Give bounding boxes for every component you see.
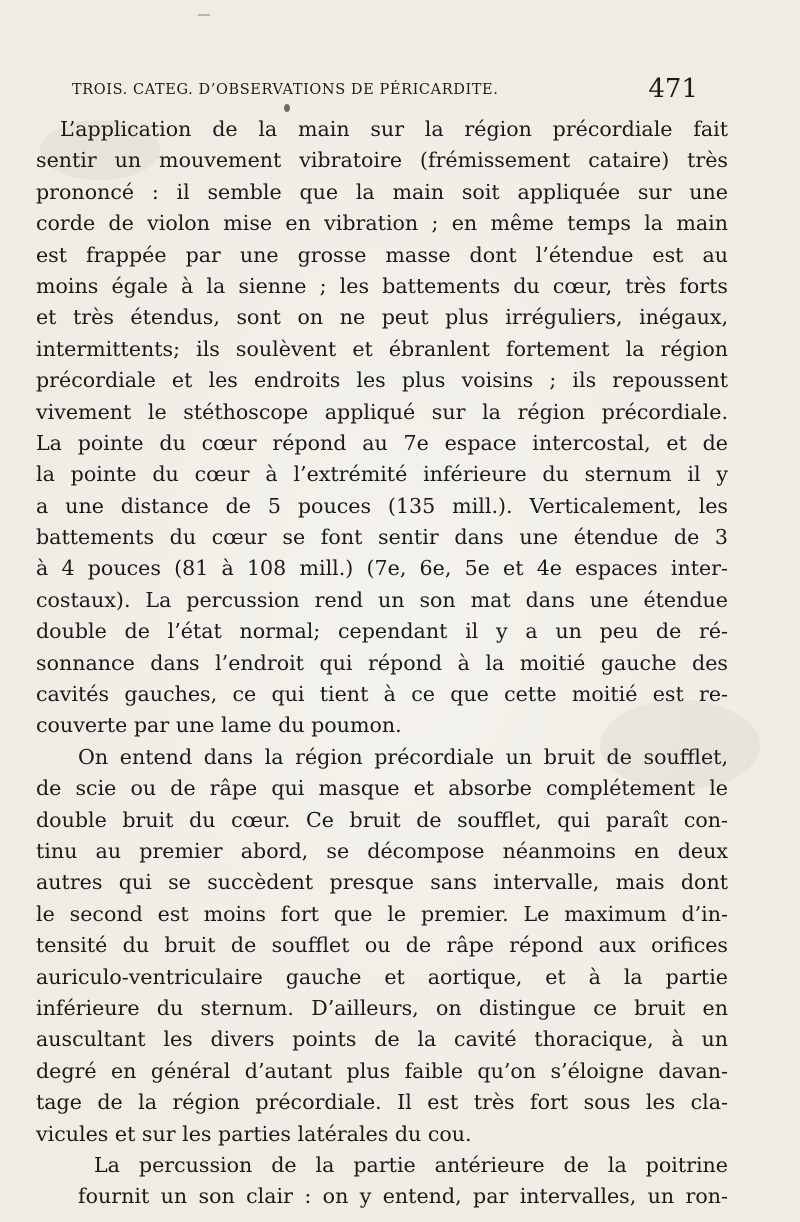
text-line: cavités gauches, ce qui tient à ce que cette moitié est re- — [36, 682, 728, 707]
text-line: sentir un mouvement vibratoire (frémissement cataire) très — [36, 148, 728, 173]
page-number: 471 — [648, 74, 698, 104]
text-line: est frappée par une grosse masse dont l’étendue est au — [36, 242, 728, 267]
text-line: a une distance de 5 pouces (135 mill.). Verticalement, les — [36, 493, 728, 518]
text-line: couverte par une lame du poumon. — [36, 713, 402, 738]
paragraph-3 — [36, 1150, 728, 1213]
text-line: tage de la région précordiale. Il est très fort sous les cla- — [36, 1090, 728, 1115]
text-line: et très étendus, sont on ne peut plus irréguliers, inégaux, — [36, 305, 728, 330]
text-line: de scie ou de râpe qui masque et absorbe complétement le — [36, 776, 728, 801]
text-line: inférieure du sternum. D’ailleurs, on distingue ce bruit en — [36, 995, 728, 1020]
text-line: L’application de la main sur la région précordiale fait — [60, 117, 728, 141]
text-line: tinu au premier abord, se décompose néanmoins en deux — [36, 838, 728, 863]
text-line: à 4 pouces (81 à 108 mill.) (7e, 6e, 5e et 4e espaces inter- — [36, 556, 728, 581]
text-line: fournit un son clair : on y entend, par intervalles, un ron- — [78, 1184, 728, 1209]
page-edge-mark — [198, 14, 210, 16]
text-line: double bruit du cœur. Ce bruit de soufflet, qui paraît con- — [36, 807, 728, 832]
text-line: double de l’état normal; cependant il y a un peu de ré- — [36, 619, 728, 644]
text-line: battements du cœur se font sentir dans une étendue de 3 — [36, 525, 728, 550]
text-line: degré en général d’autant plus faible qu’on s’éloigne davan- — [36, 1058, 728, 1083]
body-text — [36, 114, 728, 1213]
paragraph-2 — [36, 742, 728, 1150]
paragraph-1 — [36, 114, 728, 742]
text-line: la pointe du cœur à l’extrémité inférieure du sternum il y — [36, 462, 728, 487]
running-head — [62, 74, 702, 110]
text-line: précordiale et les endroits les plus voisins ; ils repoussent — [36, 368, 728, 393]
text-line: moins égale à la sienne ; les battements du cœur, très forts — [36, 273, 728, 298]
text-line: corde de violon mise en vibration ; en même temps la main — [36, 211, 728, 236]
text-line: La percussion de la partie antérieure de la poitrine — [94, 1152, 728, 1177]
text-line: prononcé : il semble que la main soit appliquée sur une — [36, 179, 728, 204]
text-line: auscultant les divers points de la cavité thoracique, à un — [36, 1027, 728, 1052]
text-line: autres qui se succèdent presque sans intervalle, mais dont — [36, 870, 728, 895]
text-line: intermittents; ils soulèvent et ébranlent fortement la région — [36, 336, 728, 361]
text-line: sonnance dans l’endroit qui répond à la moitié gauche des — [36, 650, 728, 675]
text-line: On entend dans la région précordiale un bruit de soufflet, — [78, 744, 728, 769]
text-line: vicules et sur les parties latérales du cou. — [36, 1121, 472, 1146]
running-head-title: TROIS. CATEG. D’OBSERVATIONS DE PÉRICARDITE. — [72, 82, 499, 98]
ink-blot-ornament — [284, 104, 290, 112]
text-line: le second est moins fort que le premier. Le maximum d’in- — [36, 901, 728, 926]
text-line: La pointe du cœur répond au 7e espace intercostal, et de — [36, 430, 728, 455]
text-line: costaux). La percussion rend un son mat dans une étendue — [36, 587, 728, 612]
text-line: auriculo-ventriculaire gauche et aortique, et à la partie — [36, 964, 728, 989]
text-line: vivement le stéthoscope appliqué sur la région précordiale. — [36, 399, 728, 424]
text-line: tensité du bruit de soufflet ou de râpe répond aux orifices — [36, 933, 728, 958]
